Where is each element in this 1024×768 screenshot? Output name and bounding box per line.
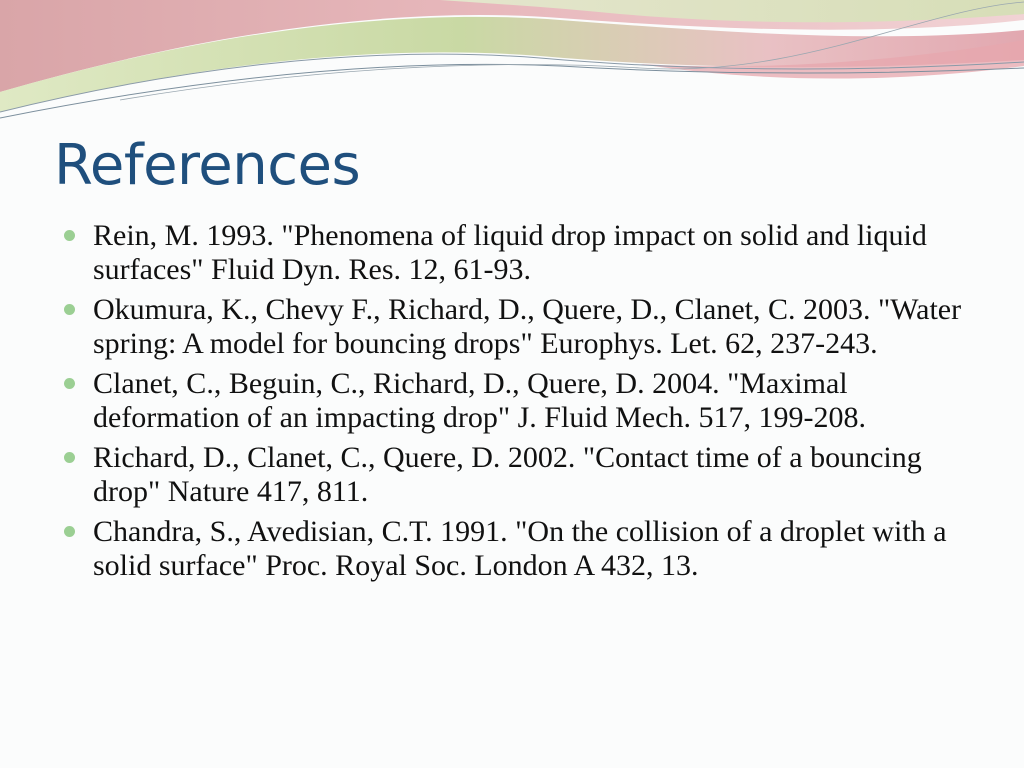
reference-text: Okumura, K., Chevy F., Richard, D., Quere, D., Clanet, C. 2003. "Water spring: A model for bouncing drops" Europhys. Let. 62, 237-243. [93,293,962,360]
list-item [62,441,962,509]
list-item [62,293,962,361]
reference-text: Rein, M. 1993. "Phenomena of liquid drop impact on solid and liquid surfaces" Fluid Dyn. Res. 12, 61-93. [93,219,927,286]
reference-text: Richard, D., Clanet, C., Quere, D. 2002. "Contact time of a bouncing drop" Nature 417, 811. [93,441,922,508]
bullet-icon [64,378,75,389]
reference-list [62,219,962,589]
list-item [62,219,962,287]
page-title: References [54,133,361,198]
reference-text: Clanet, C., Beguin, C., Richard, D., Quere, D. 2004. "Maximal deformation of an impacting drop" J. Fluid Mech. 517, 199-208. [93,367,866,434]
reference-text: Chandra, S., Avedisian, C.T. 1991. "On the collision of a droplet with a solid surface" Proc. Royal Soc. London A 432, 13. [93,515,947,582]
bullet-icon [64,230,75,241]
list-item [62,367,962,435]
list-item [62,515,962,583]
bullet-icon [64,452,75,463]
decorative-wave-banner [0,0,1024,130]
bullet-icon [64,526,75,537]
bullet-icon [64,304,75,315]
